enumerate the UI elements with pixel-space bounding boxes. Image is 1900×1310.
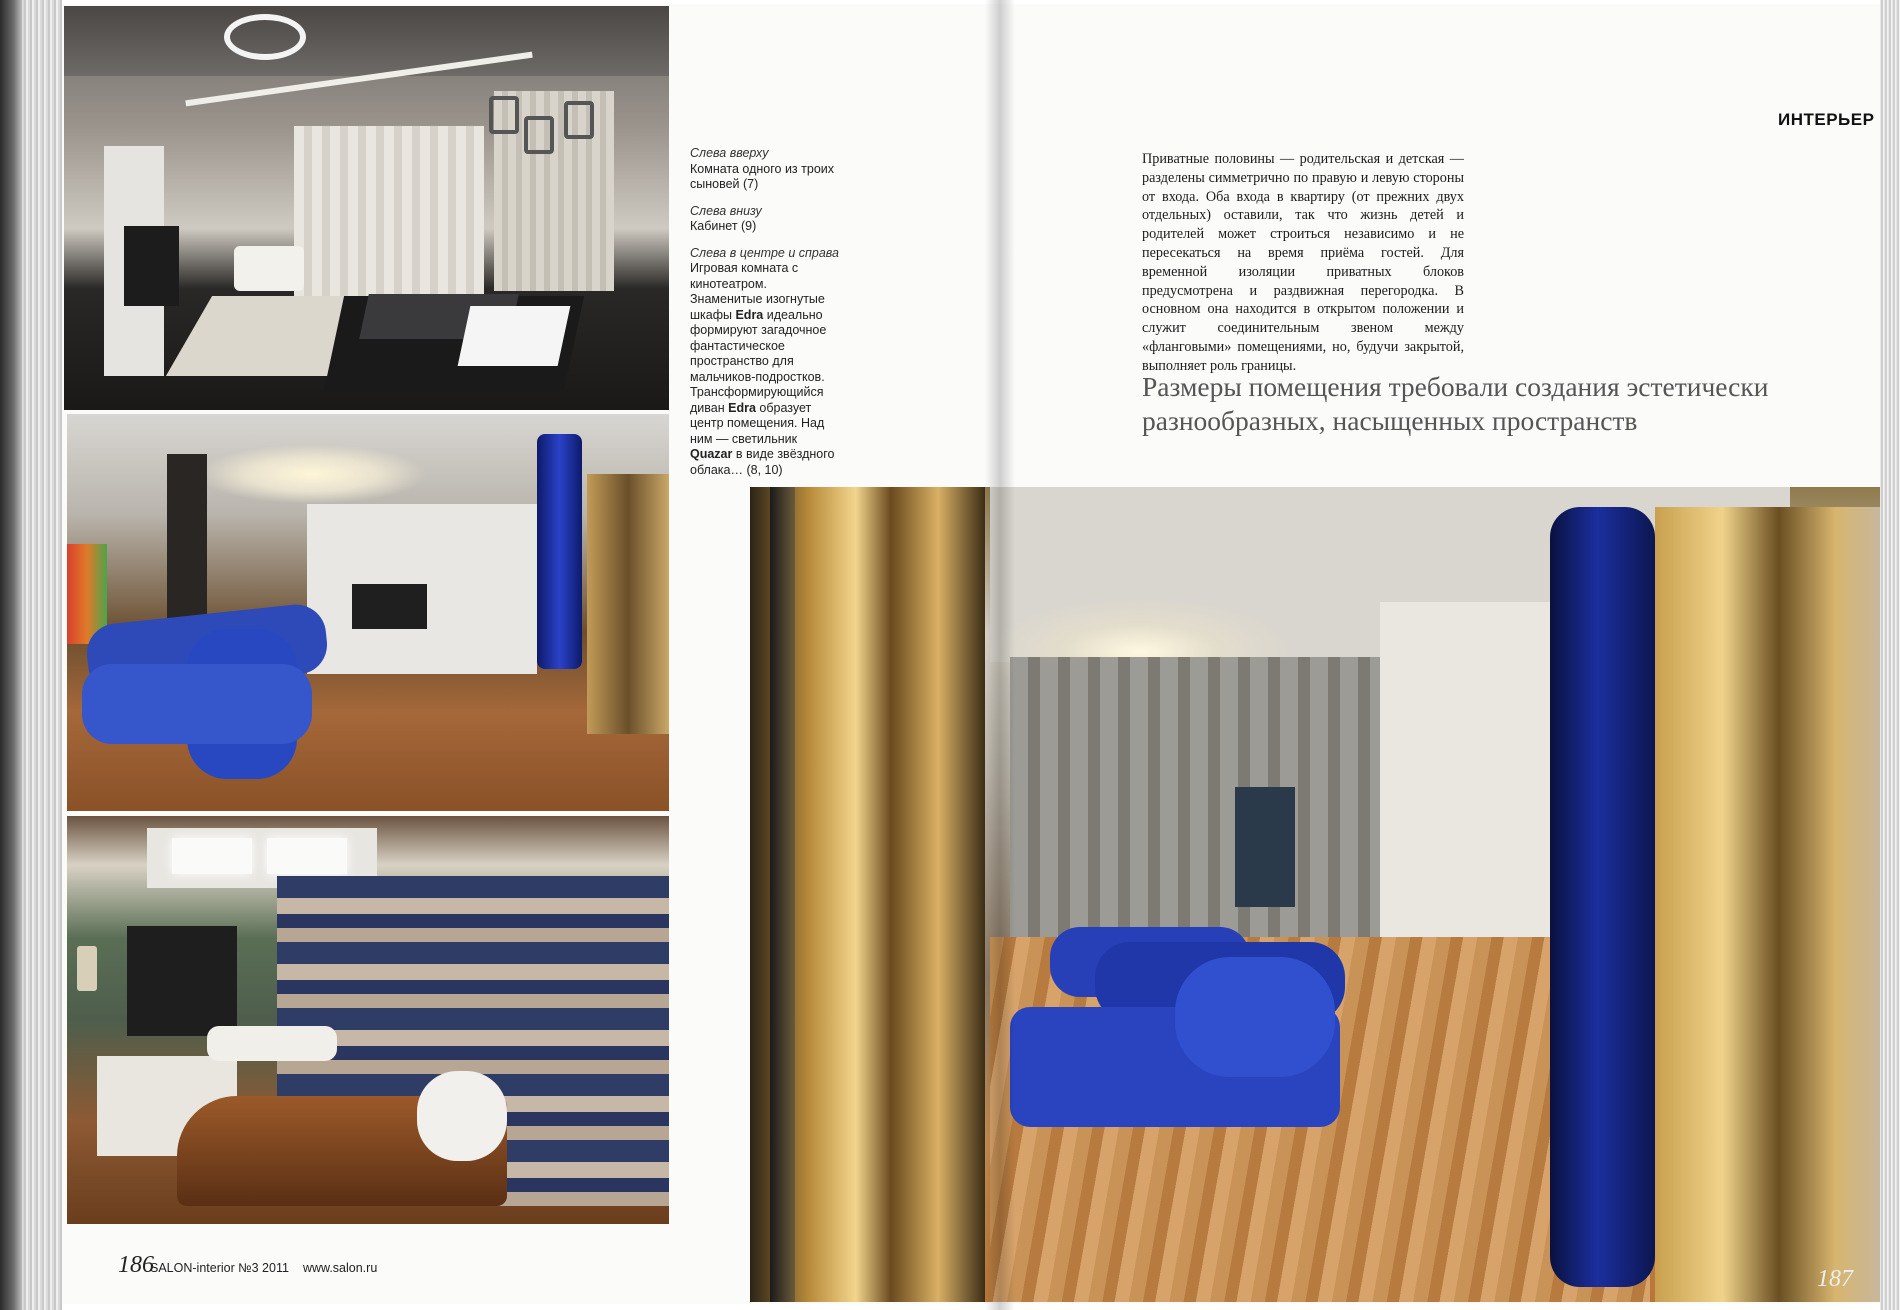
caption-text: Комната одного из троих сыновей (7)	[690, 161, 835, 191]
photo-captions	[690, 146, 840, 489]
brand-name: Edra	[735, 307, 764, 322]
caption-text-part: образует центр помещения. Над ним — светильник	[690, 400, 825, 446]
footer-line	[150, 1261, 377, 1275]
pull-quote: Размеры помещения требовали создания эстетически разнообразных, насыщенных пространств	[1142, 371, 1769, 436]
website-url: www.salon.ru	[302, 1261, 378, 1275]
caption-text: Кабинет (9)	[690, 219, 757, 233]
page-number-right: 187	[1817, 1266, 1853, 1292]
magazine-right-edge	[1880, 0, 1900, 1310]
caption-label: Слева в центре и справа	[690, 245, 839, 260]
article-body: Приватные половины — родительская и детская — разделены симметрично по правую и левую стороны от входа. Оба входа в квартиру (от прежних двух отдельных) оставили, так что жизнь детей и родителей может строиться независимо и не пересекаться на время приёма гостей. Для временной изоляции приватных блоков предусмотрена и раздвижная перегородка. В основном она находится в открытом положении и служит соединительным звеном между «фланговыми» помещениями, но, будучи закрытой, выполняет роль границы.	[1142, 151, 1464, 374]
magazine-issue: SALON-interior №3 2011	[150, 1261, 289, 1275]
spine-fold	[985, 0, 1015, 1310]
photo-playroom-large	[750, 487, 1880, 1302]
section-label: ИНТЕРЬЕР	[1778, 110, 1875, 129]
caption-study	[690, 204, 840, 235]
photo-bedroom	[64, 6, 669, 410]
caption-bedroom	[690, 146, 840, 193]
caption-playroom	[690, 246, 840, 479]
magazine-spine-shadow	[0, 0, 22, 1310]
caption-text-part: идеально формируют загадочное фантастическое пространство для мальчиков-подростков. Трансформирующийся диван	[690, 307, 827, 415]
caption-text-part: Игровая комната с кинотеатром. Знаменитые изогнутые шкафы	[690, 261, 825, 322]
brand-name: Quazar	[690, 447, 733, 461]
caption-label: Слева вверху	[690, 146, 769, 160]
photo-playroom	[67, 414, 669, 811]
caption-text-part: в виде звёздного облака… (8, 10)	[690, 447, 835, 477]
caption-text	[690, 261, 834, 477]
brand-name: Edra	[728, 400, 756, 415]
page-number-left: 186	[118, 1252, 154, 1278]
photo-study	[67, 816, 669, 1224]
caption-label: Слева внизу	[690, 203, 762, 218]
